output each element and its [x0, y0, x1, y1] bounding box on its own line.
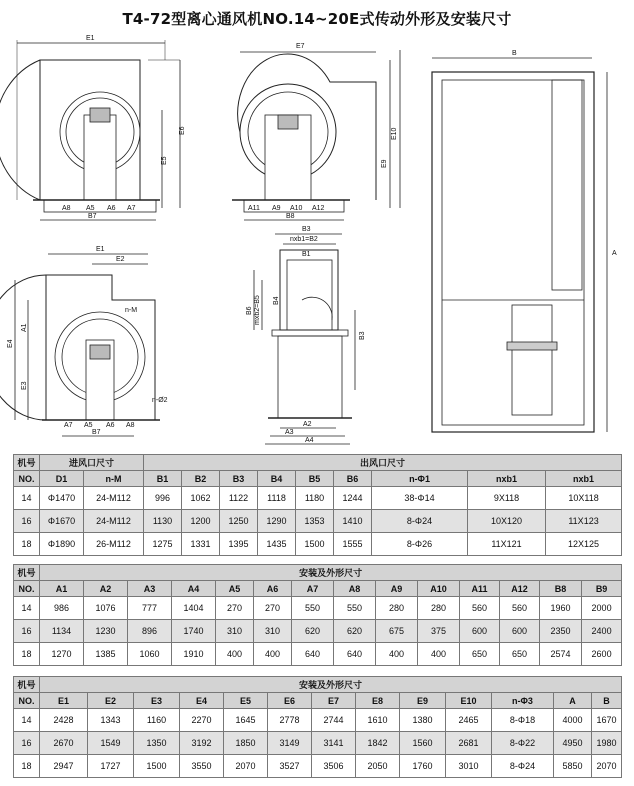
header-cell: n-M	[84, 471, 144, 487]
table-cell: 8-Φ18	[492, 709, 554, 732]
table-cell: 8-Φ26	[372, 533, 468, 556]
table-cell: 3550	[180, 755, 224, 778]
header-cell: A6	[254, 581, 292, 597]
label-A10: A10	[290, 205, 303, 212]
table-cell: 16	[14, 510, 40, 533]
table-cell: 1118	[258, 487, 296, 510]
col-no: NO.	[14, 581, 40, 597]
table-cell: 1500	[296, 533, 334, 556]
header-cell: A5	[216, 581, 254, 597]
header-cell: E3	[134, 693, 180, 709]
table-cell: 1395	[220, 533, 258, 556]
table-cell: 1740	[172, 620, 216, 643]
header-cell: B2	[182, 471, 220, 487]
col-jihao: 机号	[14, 677, 40, 693]
table-cell: 1980	[592, 732, 622, 755]
table-cell: 8-Φ24	[492, 755, 554, 778]
label-B1: B1	[302, 251, 311, 258]
label-A7-v3: A7	[64, 422, 73, 429]
table-cell: 640	[334, 643, 376, 666]
label-B3-right: B3	[359, 331, 366, 340]
table-cell: 2947	[40, 755, 88, 778]
table-cell: 1122	[220, 487, 258, 510]
header-cell: A11	[460, 581, 500, 597]
rear-view-drawing	[232, 50, 400, 220]
header-cell: B3	[220, 471, 258, 487]
header-cell: A	[554, 693, 592, 709]
table-cell: 2070	[224, 755, 268, 778]
table-cell: 1200	[182, 510, 220, 533]
header-cell: E4	[180, 693, 224, 709]
table-cell: 1960	[540, 597, 582, 620]
table-cell: 375	[418, 620, 460, 643]
table-cell: 24-M112	[84, 487, 144, 510]
table-cell: 996	[144, 487, 182, 510]
table-cell: 1290	[258, 510, 296, 533]
table-cell: 400	[418, 643, 460, 666]
label-n2: n-Ø2	[152, 397, 168, 404]
group-outlet: 出风口尺寸	[144, 455, 622, 471]
label-A11: A11	[248, 205, 260, 212]
label-A4: A4	[305, 437, 314, 444]
table-cell: 18	[14, 643, 40, 666]
table-cell: 1331	[182, 533, 220, 556]
table-cell: 11X123	[546, 510, 622, 533]
table-cell: 2465	[446, 709, 492, 732]
table-cell: 8-Φ24	[372, 510, 468, 533]
label-A6-v3: A6	[106, 422, 115, 429]
header-cell: A1	[40, 581, 84, 597]
table-cell: 1134	[40, 620, 84, 643]
table-cell: 1435	[258, 533, 296, 556]
group-install: 安装及外形尺寸	[40, 565, 622, 581]
label-E2: E2	[116, 256, 125, 263]
outlet-view-drawing	[254, 234, 355, 444]
table-cell: 3010	[446, 755, 492, 778]
table-cell: 24-M112	[84, 510, 144, 533]
header-cell: E2	[88, 693, 134, 709]
table-cell: Φ1890	[40, 533, 84, 556]
label-B5: mxb2=B5	[254, 295, 261, 325]
col-no: NO.	[14, 693, 40, 709]
header-cell: nxb1	[468, 471, 546, 487]
table-cell: 2070	[592, 755, 622, 778]
table-cell: 1645	[224, 709, 268, 732]
table-cell: 550	[334, 597, 376, 620]
table-cell: 1275	[144, 533, 182, 556]
table-cell: Φ1670	[40, 510, 84, 533]
label-B8: B8	[286, 213, 295, 220]
table-cell: 896	[128, 620, 172, 643]
label-B: B	[512, 50, 517, 57]
table-cell: 1160	[134, 709, 180, 732]
table-cell: 1555	[334, 533, 372, 556]
label-B7-v1: B7	[88, 213, 97, 220]
table-cell: 560	[500, 597, 540, 620]
table-cell: 4950	[554, 732, 592, 755]
label-E1-v3: E1	[96, 246, 105, 253]
header-cell: E9	[400, 693, 446, 709]
table-cell: 280	[376, 597, 418, 620]
install-dimensions-table-a	[13, 564, 622, 666]
label-A7-v1: A7	[127, 205, 136, 212]
header-cell: A9	[376, 581, 418, 597]
table-cell: 2270	[180, 709, 224, 732]
header-cell: nxb1	[546, 471, 622, 487]
table-cell: 14	[14, 487, 40, 510]
table-cell: 16	[14, 620, 40, 643]
table-cell: 1350	[134, 732, 180, 755]
table-cell: 2400	[582, 620, 622, 643]
table-cell: 777	[128, 597, 172, 620]
table-cell: 310	[216, 620, 254, 643]
label-A12: A12	[312, 205, 325, 212]
table-cell: 10X118	[546, 487, 622, 510]
table-cell: 1060	[128, 643, 172, 666]
table-cell: 1343	[88, 709, 134, 732]
header-cell: B1	[144, 471, 182, 487]
group-inlet: 进风口尺寸	[40, 455, 144, 471]
table-row	[14, 510, 622, 533]
table-cell: 26-M112	[84, 533, 144, 556]
table-cell: 2350	[540, 620, 582, 643]
label-B6: B6	[246, 306, 253, 315]
table-row	[14, 643, 622, 666]
header-cell: A12	[500, 581, 540, 597]
label-A1: A1	[21, 323, 28, 332]
table-cell: 1076	[84, 597, 128, 620]
table-cell: 5850	[554, 755, 592, 778]
label-E3: E3	[21, 381, 28, 390]
table-cell: 600	[460, 620, 500, 643]
table-cell: 1910	[172, 643, 216, 666]
label-E1-v1: E1	[86, 35, 95, 42]
table-cell: 1842	[356, 732, 400, 755]
header-cell: B4	[258, 471, 296, 487]
label-E6: E6	[179, 126, 186, 135]
label-A8-v3: A8	[126, 422, 135, 429]
table-cell: 3192	[180, 732, 224, 755]
table-cell: 3141	[312, 732, 356, 755]
table-cell: 3527	[268, 755, 312, 778]
table-cell: 1549	[88, 732, 134, 755]
table-cell: 8-Φ22	[492, 732, 554, 755]
header-cell: E10	[446, 693, 492, 709]
header-cell: A7	[292, 581, 334, 597]
table-cell: 1130	[144, 510, 182, 533]
table-cell: 2428	[40, 709, 88, 732]
table-row	[14, 732, 622, 755]
table-cell: 1180	[296, 487, 334, 510]
table-cell: 18	[14, 755, 40, 778]
header-cell: E8	[356, 693, 400, 709]
label-E9: E9	[381, 159, 388, 168]
table-cell: 1250	[220, 510, 258, 533]
header-cell: A10	[418, 581, 460, 597]
table-cell: 2050	[356, 755, 400, 778]
table-cell: 18	[14, 533, 40, 556]
table-cell: 2744	[312, 709, 356, 732]
table-cell: 400	[376, 643, 418, 666]
table-cell: 1500	[134, 755, 180, 778]
table-cell: 620	[292, 620, 334, 643]
table-cell: 2000	[582, 597, 622, 620]
table-cell: 12X125	[546, 533, 622, 556]
table-row	[14, 597, 622, 620]
table-cell: 1410	[334, 510, 372, 533]
table-cell: 9X118	[468, 487, 546, 510]
plan-view-drawing	[432, 58, 607, 432]
header-cell: A2	[84, 581, 128, 597]
header-cell: E5	[224, 693, 268, 709]
label-E10: E10	[391, 127, 398, 140]
label-nM: n-M	[125, 307, 138, 314]
header-cell: A4	[172, 581, 216, 597]
table-cell: 400	[216, 643, 254, 666]
table-cell: 2574	[540, 643, 582, 666]
label-A8-v1: A8	[62, 205, 71, 212]
table-cell: 1610	[356, 709, 400, 732]
header-cell: B5	[296, 471, 334, 487]
table-cell: 10X120	[468, 510, 546, 533]
label-A3: A3	[285, 429, 294, 436]
table-cell: 400	[254, 643, 292, 666]
header-cell: E7	[312, 693, 356, 709]
page-title: T4-72型离心通风机NO.14~20E式传动外形及安装尺寸	[122, 10, 512, 28]
table-cell: 280	[418, 597, 460, 620]
table-cell: 270	[216, 597, 254, 620]
table-cell: 1760	[400, 755, 446, 778]
table-row	[14, 620, 622, 643]
header-cell: B9	[582, 581, 622, 597]
table-cell: 640	[292, 643, 334, 666]
table-cell: 650	[500, 643, 540, 666]
header-cell: n-Φ3	[492, 693, 554, 709]
table-cell: 38-Φ14	[372, 487, 468, 510]
table-cell: 1727	[88, 755, 134, 778]
table-cell: 650	[460, 643, 500, 666]
table-cell: 1404	[172, 597, 216, 620]
table-cell: 1270	[40, 643, 84, 666]
table-cell: 2778	[268, 709, 312, 732]
table-cell: 16	[14, 732, 40, 755]
inlet-outlet-table	[13, 454, 622, 556]
col-jihao: 机号	[14, 455, 40, 471]
side-elevation-drawing	[0, 254, 160, 436]
table-row	[14, 533, 622, 556]
header-cell: B6	[334, 471, 372, 487]
label-nxb1: nxb1=B2	[290, 236, 318, 243]
label-E5: E5	[161, 156, 168, 165]
label-A: A	[612, 250, 617, 257]
group-install: 安装及外形尺寸	[40, 677, 622, 693]
header-cell: D1	[40, 471, 84, 487]
label-A5-v3: A5	[84, 422, 93, 429]
table-cell: 550	[292, 597, 334, 620]
header-cell: B	[592, 693, 622, 709]
header-cell: B8	[540, 581, 582, 597]
table-cell: 2670	[40, 732, 88, 755]
label-A9: A9	[272, 205, 281, 212]
header-cell: E1	[40, 693, 88, 709]
table-row	[14, 755, 622, 778]
table-cell: 270	[254, 597, 292, 620]
table-cell: 1244	[334, 487, 372, 510]
label-B4: B4	[273, 296, 280, 305]
label-A5-v1: A5	[86, 205, 95, 212]
table-cell: 1353	[296, 510, 334, 533]
table-cell: 1560	[400, 732, 446, 755]
table-cell: 560	[460, 597, 500, 620]
table-cell: 310	[254, 620, 292, 643]
label-B7-v3: B7	[92, 429, 101, 436]
table-row	[14, 709, 622, 732]
table-cell: 14	[14, 709, 40, 732]
table-cell: 3506	[312, 755, 356, 778]
header-cell: E6	[268, 693, 312, 709]
label-E4: E4	[7, 339, 14, 348]
table-cell: 1062	[182, 487, 220, 510]
table-cell: 675	[376, 620, 418, 643]
col-no: NO.	[14, 471, 40, 487]
table-cell: 1670	[592, 709, 622, 732]
label-E7: E7	[296, 43, 305, 50]
header-cell: A8	[334, 581, 376, 597]
table-cell: Φ1470	[40, 487, 84, 510]
table-cell: 1380	[400, 709, 446, 732]
table-cell: 14	[14, 597, 40, 620]
table-cell: 11X121	[468, 533, 546, 556]
table-cell: 3149	[268, 732, 312, 755]
table-cell: 1850	[224, 732, 268, 755]
table-cell: 600	[500, 620, 540, 643]
table-row	[14, 487, 622, 510]
table-cell: 620	[334, 620, 376, 643]
header-cell: n-Φ1	[372, 471, 468, 487]
header-cell: A3	[128, 581, 172, 597]
label-A2: A2	[303, 421, 312, 428]
col-jihao: 机号	[14, 565, 40, 581]
label-B3-top: B3	[302, 226, 311, 233]
table-cell: 2681	[446, 732, 492, 755]
table-cell: 2600	[582, 643, 622, 666]
table-cell: 986	[40, 597, 84, 620]
table-cell: 1385	[84, 643, 128, 666]
table-cell: 1230	[84, 620, 128, 643]
front-view-drawing	[0, 40, 180, 220]
install-dimensions-table-b	[13, 676, 622, 778]
table-cell: 4000	[554, 709, 592, 732]
label-A6-v1: A6	[107, 205, 116, 212]
